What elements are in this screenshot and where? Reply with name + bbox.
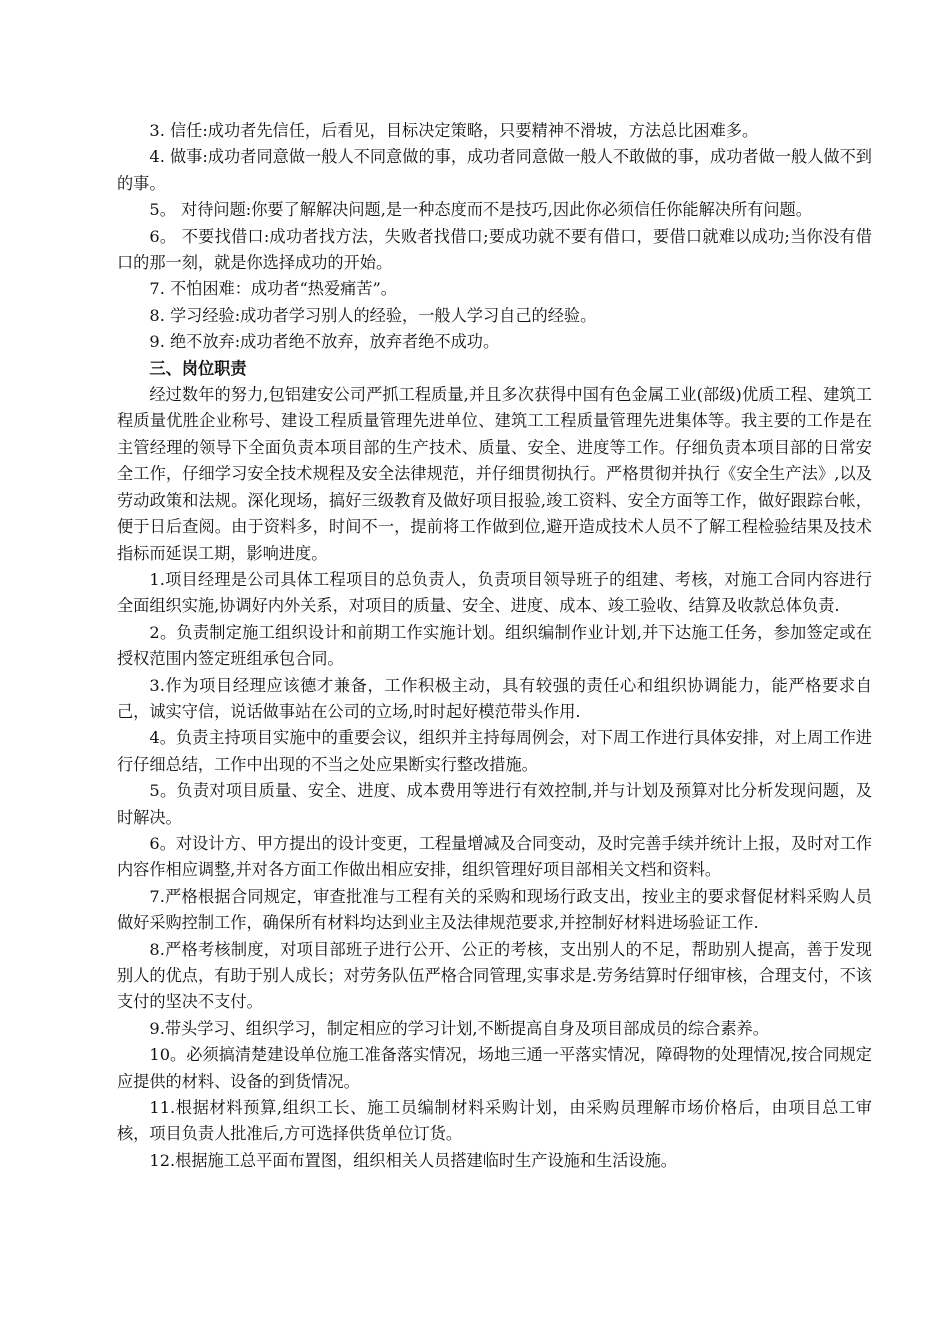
principle-paragraph-9: 9. 绝不放弃:成功者绝不放弃，放弃者绝不成功。 [149, 332, 500, 352]
document-page [117, 118, 872, 1174]
principle-paragraph-3: 3. 信任:成功者先信任，后看见，目标决定策略，只要精神不滑坡，方法总比困难多。 [149, 121, 759, 140]
section-heading: 三、岗位职责 [149, 358, 247, 378]
duty-paragraph-2: 2。负责制定施工组织设计和前期工作实施计划。组织编制作业计划,并下达施工任务，参加签定或在授权范围内签定班组承包合同。 [117, 622, 872, 669]
principle-paragraph-8: 8. 学习经验:成功者学习别人的经验，一般人学习自己的经验。 [149, 305, 597, 325]
duty-paragraph-7: 7.严格根据合同规定，审查批准与工程有关的采购和现场行政支出，按业主的要求督促材料采购人员做好采购控制工作，确保所有材料均达到业主及法律规范要求,并控制好材料进场验证工作. [117, 886, 872, 933]
principle-paragraph-4: 4. 做事:成功者同意做一般人不同意做的事，成功者同意做一般人不敢做的事，成功者做一般人做不到的事。 [117, 147, 872, 193]
principle-paragraph-6: 6。 不要找借口:成功者找方法，失败者找借口;要成功就不要有借口，要借口就难以成功;当你没有借口的那一刻，就是你选择成功的开始。 [117, 226, 872, 273]
duty-paragraph-12: 12.根据施工总平面布置图，组织相关人员搭建临时生产设施和生活设施。 [149, 1150, 677, 1170]
duty-paragraph-9: 9.带头学习、组织学习，制定相应的学习计划,不断提高自身及项目部成员的综合素养。 [149, 1018, 769, 1038]
duty-paragraph-10: 10。必须搞清楚建设单位施工准备落实情况，场地三通一平落实情况，障碍物的处理情况,按合同规定应提供的材料、设备的到货情况。 [117, 1045, 872, 1091]
duty-paragraph-1: 1.项目经理是公司具体工程项目的总负责人，负责项目领导班子的组建、考核，对施工合同内容进行全面组织实施,协调好内外关系，对项目的质量、安全、进度、成本、竣工验收、结算及收款总体负责. [117, 569, 872, 616]
intro-paragraph: 经过数年的努力,包铝建安公司严抓工程质量,并且多次获得中国有色金属工业(部级)优质工程、建筑工程质量优胜企业称号、建设工程质量管理先进单位、建筑工工程质量管理先进集体等。我主要的工作是在主管经理的领导下全面负责本项目部的生产技术、质量、安全、进度等工作。仔细负责本项目部的日常安全工作，仔细学习安全技术规程及安全法律规范，并仔细贯彻执行。严格贯彻并执行《安全生产法》,以及劳动政策和法规。深化现场，搞好三级教育及做好项目报验,竣工资料、安全方面等工作，做好跟踪台帐，便于日后查阅。由于资料多，时间不一，提前将工作做到位,避开造成技术人员不了解工程检验结果及技术指标而延误工期，影响进度。 [117, 385, 872, 563]
duty-paragraph-4: 4。负责主持项目实施中的重要会议，组织并主持每周例会，对下周工作进行具体安排，对上周工作进行仔细总结，工作中出现的不当之处应果断实行整改措施。 [117, 728, 872, 774]
duty-paragraph-3: 3.作为项目经理应该德才兼备，工作积极主动，具有较强的责任心和组织协调能力，能严格要求自己，诚实守信，说话做事站在公司的立场,时时起好模范带头作用. [117, 675, 872, 721]
duty-paragraph-8: 8.严格考核制度，对项目部班子进行公开、公正的考核，支出别人的不足，帮助别人提高，善于发现别人的优点，有助于别人成长；对劳务队伍严格合同管理,实事求是.劳务结算时仔细审核，合理支付，不该支付的坚决不支付。 [117, 939, 872, 1012]
duty-paragraph-11: 11.根据材料预算,组织工长、施工员编制材料采购计划，由采购员理解市场价格后，由项目总工审核，项目负责人批准后,方可选择供货单位订货。 [117, 1098, 872, 1144]
principle-paragraph-7: 7. 不怕困难：成功者“热爱痛苦”。 [149, 279, 397, 299]
duty-paragraph-6: 6。对设计方、甲方提出的设计变更，工程量增减及合同变动，及时完善手续并统计上报，及时对工作内容作相应调整,并对各方面工作做出相应安排，组织管理好项目部相关文档和资料。 [117, 833, 872, 880]
principle-paragraph-5: 5。 对待问题:你要了解解决问题,是一种态度而不是技巧,因此你必须信任你能解决所有问题。 [149, 200, 812, 220]
duty-paragraph-5: 5。负责对项目质量、安全、进度、成本费用等进行有效控制,并与计划及预算对比分析发现问题，及时解决。 [117, 781, 872, 827]
